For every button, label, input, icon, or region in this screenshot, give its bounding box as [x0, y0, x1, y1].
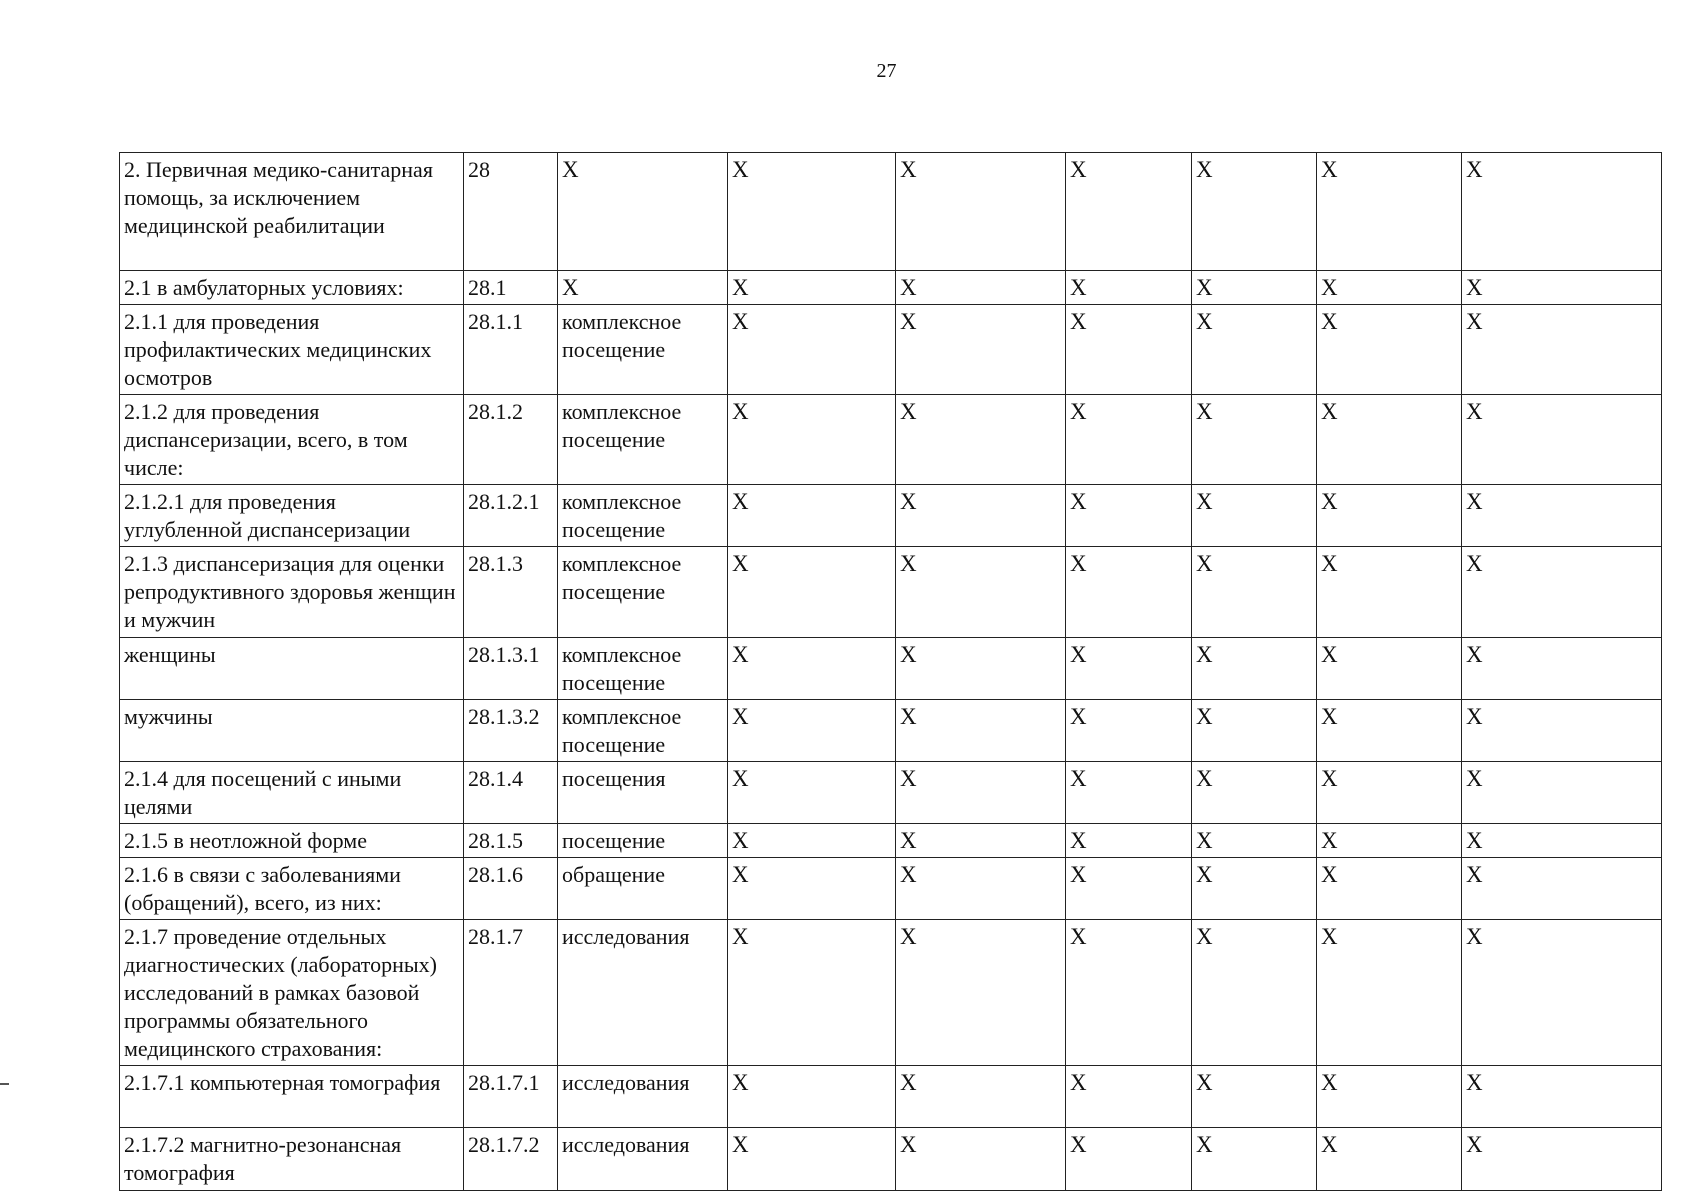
row-name-cell: 2.1 в амбулаторных условиях: — [120, 271, 464, 305]
x-mark-cell: Х — [1462, 920, 1662, 1066]
x-mark-cell: Х — [1462, 547, 1662, 638]
x-mark-cell: Х — [728, 485, 896, 547]
x-mark-cell: Х — [896, 762, 1066, 824]
row-name-cell: 2.1.7 проведение отдельных диагностических (лабораторных) исследований в рамках базовой программы обязательного медицинского страхования: — [120, 920, 464, 1066]
x-mark-cell: Х — [1192, 700, 1317, 762]
row-code-cell: 28.1.2.1 — [464, 485, 558, 547]
x-mark-cell: Х — [1317, 305, 1462, 395]
row-name-cell: 2.1.7.1 компьютерная томография — [120, 1066, 464, 1128]
x-mark-cell: Х — [1066, 395, 1192, 485]
x-mark-cell: Х — [1317, 824, 1462, 858]
x-mark-cell: Х — [1192, 858, 1317, 920]
x-mark-cell: Х — [1192, 920, 1317, 1066]
table-row — [120, 762, 1662, 824]
row-unit-cell: посещения — [558, 762, 728, 824]
row-name-cell: 2.1.6 в связи с заболеваниями (обращений), всего, из них: — [120, 858, 464, 920]
x-mark-cell: Х — [1317, 858, 1462, 920]
x-mark-cell: Х — [1317, 920, 1462, 1066]
row-name-cell: 2.1.3 диспансеризация для оценки репродуктивного здоровья женщин и мужчин — [120, 547, 464, 638]
x-mark-cell: Х — [896, 271, 1066, 305]
x-mark-cell: Х — [1192, 485, 1317, 547]
x-mark-cell: Х — [896, 700, 1066, 762]
table-body — [120, 153, 1662, 1191]
row-unit-cell: комплексное посещение — [558, 485, 728, 547]
x-mark-cell: Х — [1317, 638, 1462, 700]
row-code-cell: 28.1.7.2 — [464, 1128, 558, 1191]
x-mark-cell: Х — [1462, 1128, 1662, 1191]
row-name-cell: 2.1.2.1 для проведения углубленной диспансеризации — [120, 485, 464, 547]
x-mark-cell: Х — [1462, 638, 1662, 700]
x-mark-cell: Х — [1066, 700, 1192, 762]
x-mark-cell: Х — [896, 920, 1066, 1066]
x-mark-cell: Х — [728, 638, 896, 700]
row-unit-cell: Х — [558, 153, 728, 271]
table-row — [120, 271, 1662, 305]
row-code-cell: 28.1.5 — [464, 824, 558, 858]
x-mark-cell: Х — [1192, 1128, 1317, 1191]
row-name-cell: 2.1.4 для посещений с иными целями — [120, 762, 464, 824]
row-code-cell: 28.1.1 — [464, 305, 558, 395]
row-name-cell: 2.1.5 в неотложной форме — [120, 824, 464, 858]
row-unit-cell: комплексное посещение — [558, 700, 728, 762]
medical-care-table — [119, 152, 1662, 1191]
x-mark-cell: Х — [1066, 271, 1192, 305]
x-mark-cell: Х — [728, 920, 896, 1066]
x-mark-cell: Х — [728, 700, 896, 762]
x-mark-cell: Х — [1462, 858, 1662, 920]
row-code-cell: 28 — [464, 153, 558, 271]
x-mark-cell: Х — [896, 824, 1066, 858]
table-row — [120, 920, 1662, 1066]
x-mark-cell: Х — [896, 858, 1066, 920]
row-name-cell: 2.1.2 для проведения диспансеризации, всего, в том числе: — [120, 395, 464, 485]
margin-mark — [0, 1083, 9, 1085]
x-mark-cell: Х — [1462, 824, 1662, 858]
x-mark-cell: Х — [1192, 547, 1317, 638]
row-unit-cell: комплексное посещение — [558, 547, 728, 638]
x-mark-cell: Х — [896, 153, 1066, 271]
x-mark-cell: Х — [896, 1066, 1066, 1128]
row-unit-cell: посещение — [558, 824, 728, 858]
row-unit-cell: комплексное посещение — [558, 305, 728, 395]
x-mark-cell: Х — [896, 638, 1066, 700]
x-mark-cell: Х — [1192, 1066, 1317, 1128]
x-mark-cell: Х — [1462, 1066, 1662, 1128]
x-mark-cell: Х — [1192, 395, 1317, 485]
row-unit-cell: исследования — [558, 1066, 728, 1128]
x-mark-cell: Х — [1066, 1066, 1192, 1128]
x-mark-cell: Х — [1317, 153, 1462, 271]
x-mark-cell: Х — [728, 858, 896, 920]
x-mark-cell: Х — [896, 485, 1066, 547]
row-unit-cell: исследования — [558, 1128, 728, 1191]
row-name-cell: 2.1.7.2 магнитно-резонансная томография — [120, 1128, 464, 1191]
x-mark-cell: Х — [1066, 638, 1192, 700]
x-mark-cell: Х — [1066, 305, 1192, 395]
row-name-cell: 2. Первичная медико-санитарная помощь, за исключением медицинской реабилитации — [120, 153, 464, 271]
x-mark-cell: Х — [1317, 547, 1462, 638]
table-row — [120, 305, 1662, 395]
x-mark-cell: Х — [728, 824, 896, 858]
x-mark-cell: Х — [728, 1066, 896, 1128]
row-unit-cell: исследования — [558, 920, 728, 1066]
page-number: 27 — [876, 60, 897, 82]
table-row — [120, 395, 1662, 485]
x-mark-cell: Х — [896, 547, 1066, 638]
row-code-cell: 28.1.4 — [464, 762, 558, 824]
x-mark-cell: Х — [1317, 485, 1462, 547]
row-unit-cell: комплексное посещение — [558, 395, 728, 485]
x-mark-cell: Х — [1066, 485, 1192, 547]
x-mark-cell: Х — [1192, 271, 1317, 305]
x-mark-cell: Х — [896, 395, 1066, 485]
x-mark-cell: Х — [1462, 153, 1662, 271]
x-mark-cell: Х — [1192, 638, 1317, 700]
row-code-cell: 28.1 — [464, 271, 558, 305]
x-mark-cell: Х — [1462, 485, 1662, 547]
x-mark-cell: Х — [1066, 547, 1192, 638]
x-mark-cell: Х — [1192, 305, 1317, 395]
row-code-cell: 28.1.7.1 — [464, 1066, 558, 1128]
x-mark-cell: Х — [728, 762, 896, 824]
x-mark-cell: Х — [1317, 395, 1462, 485]
x-mark-cell: Х — [728, 153, 896, 271]
row-code-cell: 28.1.6 — [464, 858, 558, 920]
row-code-cell: 28.1.3 — [464, 547, 558, 638]
row-unit-cell: Х — [558, 271, 728, 305]
row-name-cell: 2.1.1 для проведения профилактических медицинских осмотров — [120, 305, 464, 395]
row-name-cell: мужчины — [120, 700, 464, 762]
x-mark-cell: Х — [728, 1128, 896, 1191]
x-mark-cell: Х — [728, 395, 896, 485]
x-mark-cell: Х — [1317, 271, 1462, 305]
table-row — [120, 638, 1662, 700]
row-code-cell: 28.1.3.2 — [464, 700, 558, 762]
table-row — [120, 1066, 1662, 1128]
x-mark-cell: Х — [728, 547, 896, 638]
x-mark-cell: Х — [1317, 762, 1462, 824]
row-unit-cell: комплексное посещение — [558, 638, 728, 700]
row-unit-cell: обращение — [558, 858, 728, 920]
x-mark-cell: Х — [1192, 762, 1317, 824]
x-mark-cell: Х — [1462, 271, 1662, 305]
x-mark-cell: Х — [1317, 1066, 1462, 1128]
x-mark-cell: Х — [1066, 920, 1192, 1066]
x-mark-cell: Х — [896, 1128, 1066, 1191]
x-mark-cell: Х — [1462, 305, 1662, 395]
row-name-cell: женщины — [120, 638, 464, 700]
x-mark-cell: Х — [1066, 1128, 1192, 1191]
table-row — [120, 547, 1662, 638]
x-mark-cell: Х — [1192, 824, 1317, 858]
x-mark-cell: Х — [1066, 858, 1192, 920]
x-mark-cell: Х — [1317, 700, 1462, 762]
x-mark-cell: Х — [1066, 153, 1192, 271]
x-mark-cell: Х — [1066, 762, 1192, 824]
x-mark-cell: Х — [1192, 153, 1317, 271]
x-mark-cell: Х — [1462, 700, 1662, 762]
table-row — [120, 485, 1662, 547]
x-mark-cell: Х — [728, 271, 896, 305]
row-code-cell: 28.1.3.1 — [464, 638, 558, 700]
x-mark-cell: Х — [1066, 824, 1192, 858]
x-mark-cell: Х — [1462, 762, 1662, 824]
x-mark-cell: Х — [1462, 395, 1662, 485]
table-row — [120, 700, 1662, 762]
table-row — [120, 824, 1662, 858]
x-mark-cell: Х — [728, 305, 896, 395]
row-code-cell: 28.1.7 — [464, 920, 558, 1066]
table-row — [120, 153, 1662, 271]
table-row — [120, 1128, 1662, 1191]
x-mark-cell: Х — [896, 305, 1066, 395]
x-mark-cell: Х — [1317, 1128, 1462, 1191]
table-row — [120, 858, 1662, 920]
row-code-cell: 28.1.2 — [464, 395, 558, 485]
